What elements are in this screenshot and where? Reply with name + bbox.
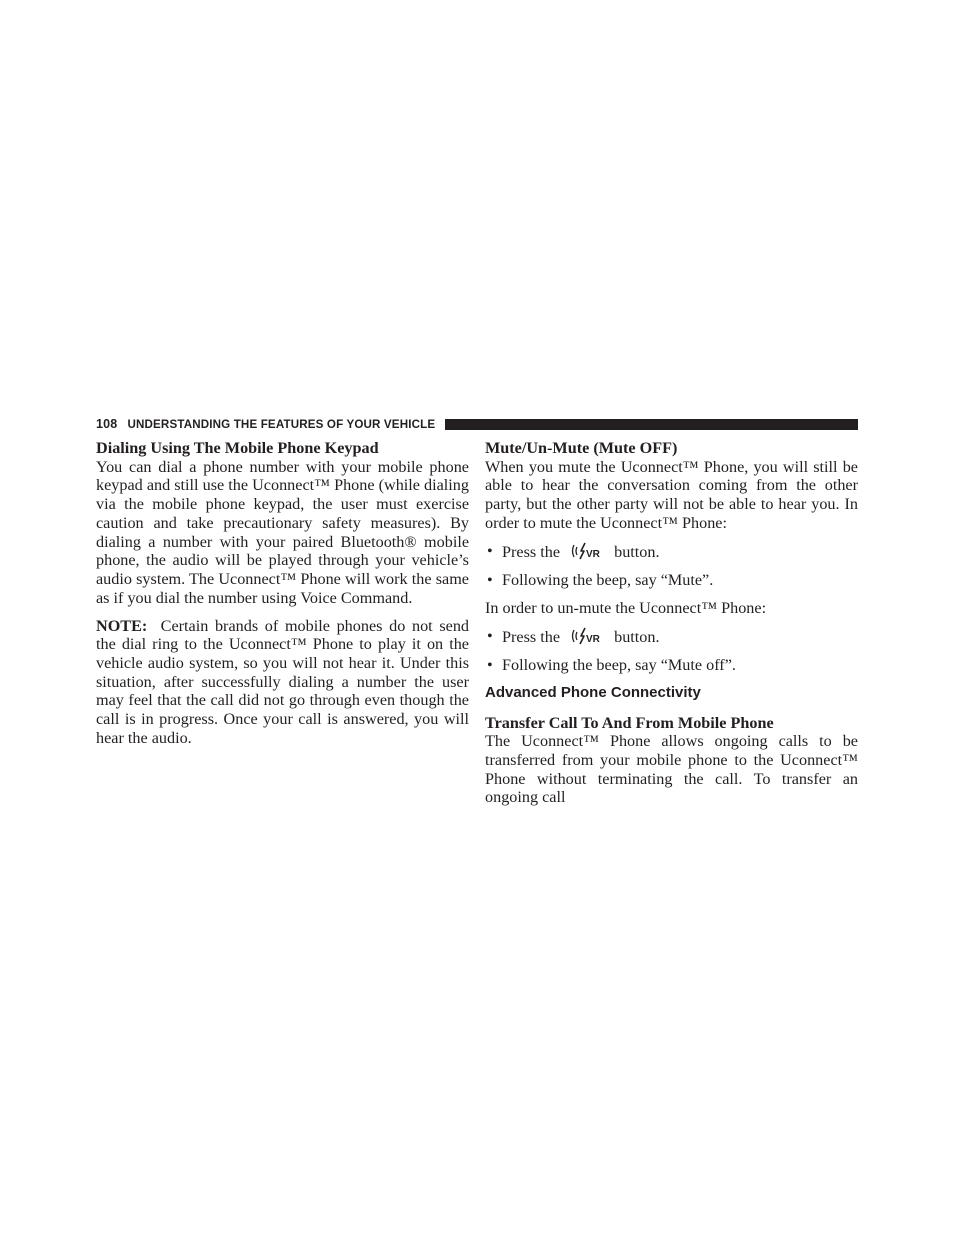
voice-recognition-icon — [570, 542, 606, 560]
vr-label: VR — [586, 548, 600, 560]
list-item — [485, 627, 858, 647]
bullet: • — [487, 541, 493, 560]
right-column — [485, 437, 858, 816]
mute-paragraph: When you mute the Uconnect™ Phone, you will still be able to hear the conversation coming from the other party, but the other party will not be able to hear you. In order to mute the Uconnect™ Phone: — [485, 457, 858, 532]
voice-recognition-icon — [570, 627, 606, 645]
step-text: Press the — [502, 542, 560, 561]
note-text: Certain brands of mobile phones do not send the dial ring to the Uconnect™ Phone to play it on the vehicle audio system, so you will not hear it. Under this situation, after successfully dialing a number the user may feel that the call did not go through even though the call is in progress. Once your call is answered, you will hear the audio. — [96, 616, 470, 747]
unmute-intro: In order to un-mute the Uconnect™ Phone: — [485, 598, 767, 617]
step-text: Press the — [502, 627, 560, 646]
list-item — [485, 542, 858, 562]
step-text: button. — [614, 627, 660, 646]
step-text: Following the beep, say “Mute off”. — [502, 655, 736, 674]
dialing-heading: Dialing Using The Mobile Phone Keypad — [96, 439, 379, 457]
left-column — [96, 437, 469, 757]
page-header — [96, 416, 858, 432]
bullet: • — [487, 570, 493, 589]
page-number: 108 — [96, 417, 118, 431]
list-item — [485, 656, 858, 675]
list-item — [485, 571, 858, 590]
note-label: NOTE: — [96, 616, 148, 635]
mute-heading: Mute/Un-Mute (Mute OFF) — [485, 439, 678, 457]
bullet: • — [487, 626, 493, 645]
unmute-steps — [485, 627, 858, 675]
mute-steps — [485, 542, 858, 590]
step-text: button. — [614, 542, 660, 561]
header-rule — [445, 419, 858, 430]
advanced-connectivity-heading: Advanced Phone Connectivity — [485, 683, 701, 701]
bullet: • — [487, 655, 493, 674]
note-paragraph — [96, 617, 469, 748]
step-text: Following the beep, say “Mute”. — [502, 570, 714, 589]
section-title: UNDERSTANDING THE FEATURES OF YOUR VEHICLE — [127, 417, 436, 431]
vr-label: VR — [586, 633, 600, 645]
transfer-heading: Transfer Call To And From Mobile Phone — [485, 713, 774, 732]
dialing-paragraph: You can dial a phone number with your mobile phone keypad and still use the Uconnect™ Phone (while dialing via the mobile phone keypad, the user must exercise caution and take precautionary safety measures). By dialing a number with your paired Bluetooth® mobile phone, the audio will be played through your vehicle’s audio system. The Uconnect™ Phone will work the same as if you dial the number using Voice Command. — [96, 457, 469, 607]
transfer-paragraph: The Uconnect™ Phone allows ongoing calls to be transferred from your mobile phone to the Uconnect™ Phone without terminating the call. To transfer an ongoing call — [485, 732, 858, 807]
